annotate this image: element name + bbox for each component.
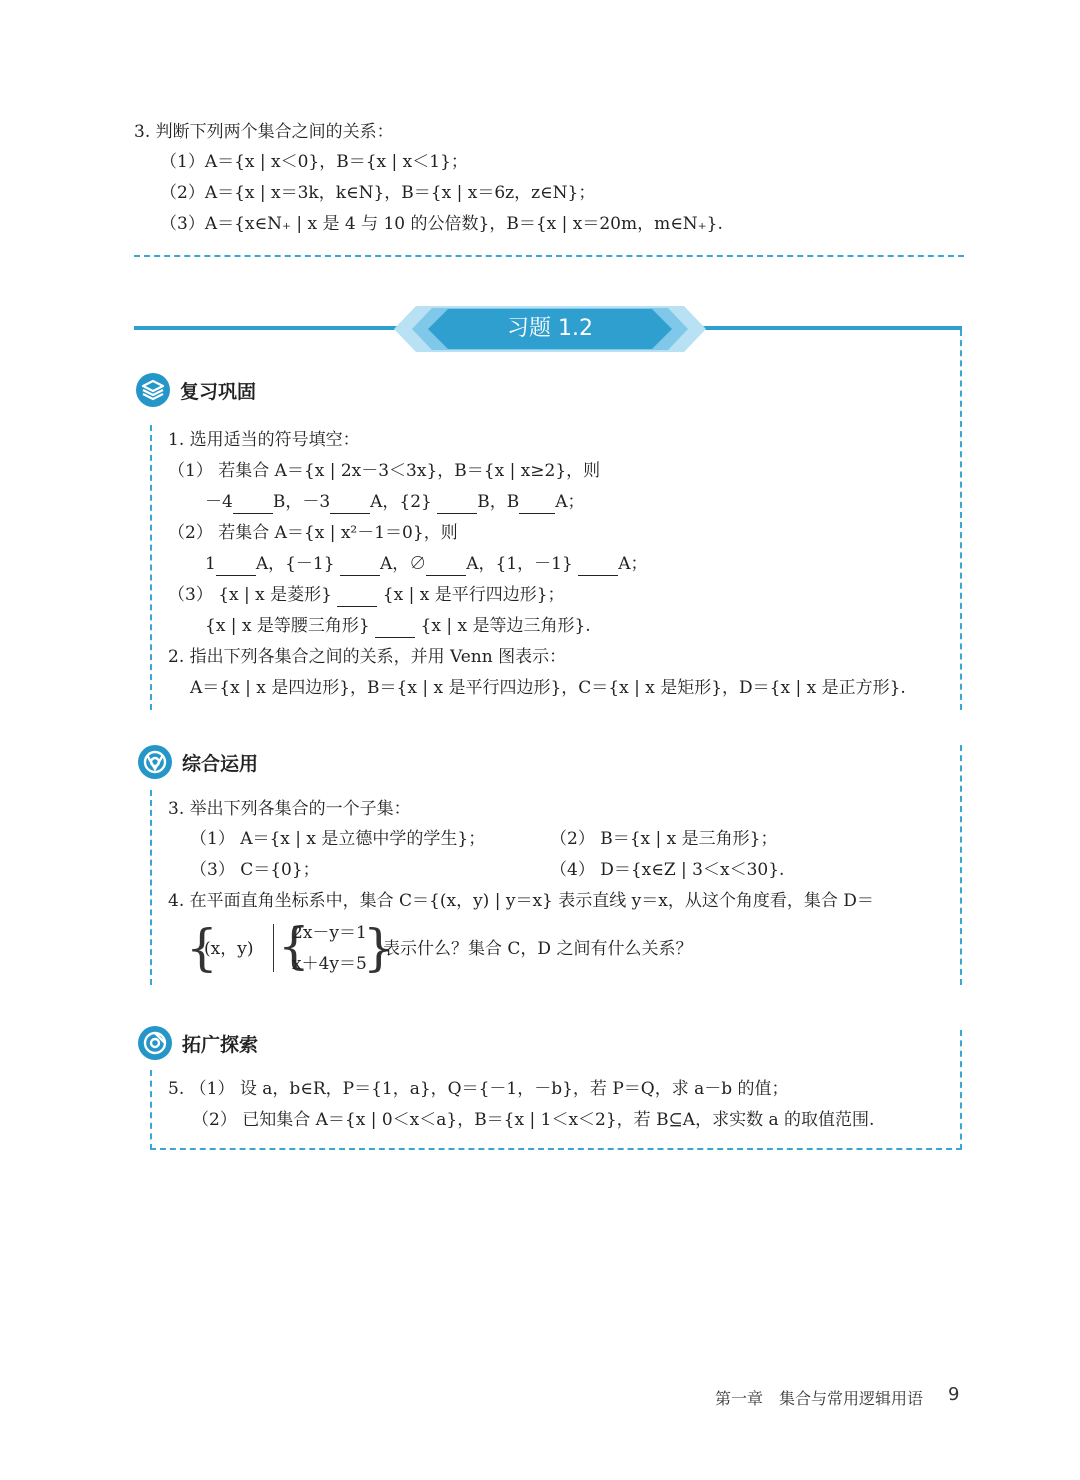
ex3-part2: （2） B＝{x | x 是三角形}； — [550, 829, 778, 849]
ex3-part1: （1） A＝{x | x 是立德中学的学生}； — [190, 829, 486, 849]
ex3-part4: （4） D＝{x∈Z | 3＜x＜30}. — [550, 860, 785, 880]
ex3-title: 3. 举出下列各集合的一个子集： — [168, 799, 411, 819]
banner-title: 习题 1.2 — [507, 316, 593, 341]
footer-chapter: 第一章 集合与常用逻辑用语 — [715, 1389, 924, 1408]
box3-right-border — [960, 1030, 962, 1150]
section-explore-title: 拓广探索 — [182, 1034, 259, 1056]
target-icon — [138, 745, 172, 779]
ex1-part3a: （3） {x | x 是菱形} {x | x 是平行四边形}； — [168, 585, 565, 605]
ex1-title: 1. 选用适当的符号填空： — [168, 430, 360, 450]
ex3-part3: （3） C＝{0}； — [190, 860, 320, 880]
section-apply-title: 综合运用 — [182, 753, 259, 775]
box2-right-border — [960, 745, 962, 985]
ex1-part1-blanks: －4 B，－3 A，{2} B，B A； — [205, 492, 585, 512]
set-bar — [273, 924, 274, 972]
brace-right: } — [363, 919, 395, 977]
page-number: 9 — [948, 1384, 960, 1405]
system-brace: { — [278, 917, 310, 975]
banner-line-left — [134, 326, 404, 330]
banner-line-right — [694, 326, 962, 330]
ex4-tail: 表示什么？集合 C，D 之间有什么关系？ — [383, 939, 693, 959]
prev-q3-part1: （1）A＝{x | x＜0}，B＝{x | x＜1}； — [160, 152, 468, 172]
box2-left-border — [150, 790, 152, 985]
box1-right-border — [960, 330, 962, 710]
ex4-eq2: x＋4y＝5 — [292, 954, 367, 974]
prev-q3-part2: （2）A＝{x | x＝3k，k∈N}，B＝{x | x＝6z，z∈N}； — [160, 183, 596, 203]
ex4-pair: (x，y) — [204, 939, 254, 959]
ex1-part2-blanks: 1 A，{－1} A，∅ A，{1，－1} A； — [205, 554, 648, 574]
ex4-line1: 4. 在平面直角坐标系中，集合 C＝{(x，y) | y＝x} 表示直线 y＝x，从这个角度看，集合 D＝ — [168, 891, 874, 911]
explore-icon — [138, 1026, 172, 1060]
ex5-part1: 5. （1） 设 a，b∈R，P＝{1，a}，Q＝{－1，－b}，若 P＝Q，求 a－b 的值； — [168, 1079, 789, 1099]
box3-left-border — [150, 1070, 152, 1150]
box1-left-border — [150, 425, 152, 710]
brace-left: { — [186, 919, 218, 977]
ex1-part3b: {x | x 是等腰三角形} {x | x 是等边三角形}. — [205, 616, 591, 636]
divider-dashed — [134, 255, 964, 257]
section-review-title: 复习巩固 — [180, 381, 257, 403]
ex2-body: A＝{x | x 是四边形}，B＝{x | x 是平行四边形}，C＝{x | x 是矩形}，D＝{x | x 是正方形}. — [190, 678, 906, 698]
prev-q3-part3: （3）A＝{x∈N₊ | x 是 4 与 10 的公倍数}，B＝{x | x＝20m，m∈N₊}. — [160, 214, 723, 234]
ex1-part2: （2） 若集合 A＝{x | x²－1＝0}，则 — [168, 523, 458, 543]
ex5-part2: （2） 已知集合 A＝{x | 0＜x＜a}，B＝{x | 1＜x＜2}，若 B⊆A，求实数 a 的取值范围. — [192, 1110, 875, 1130]
ex2-title: 2. 指出下列各集合之间的关系，并用 Venn 图表示： — [168, 647, 567, 667]
ex4-eq1: 2x－y＝1 — [292, 923, 367, 943]
ex1-part1: （1） 若集合 A＝{x | 2x－3＜3x}，B＝{x | x≥2}，则 — [168, 461, 601, 481]
box3-bottom-border — [150, 1148, 962, 1150]
layers-icon — [136, 373, 170, 407]
prev-q3-title: 3. 判断下列两个集合之间的关系： — [134, 122, 394, 142]
